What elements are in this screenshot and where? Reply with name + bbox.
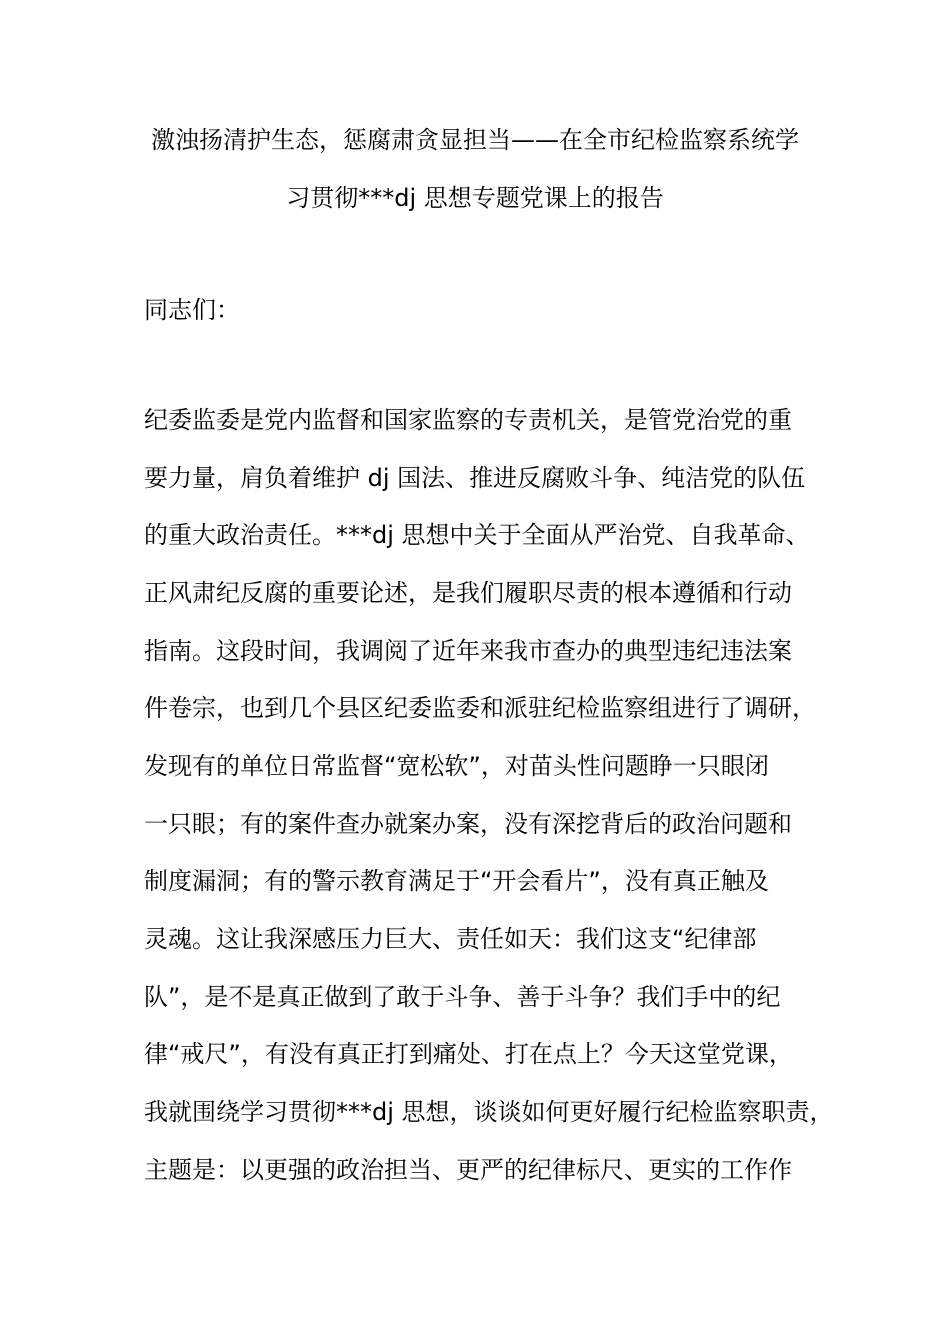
body-line: 件卷宗，也到几个县区纪委监委和派驻纪检监察组进行了调研，: [144, 694, 816, 722]
body-line: 纪委监委是党内监督和国家监察的专责机关，是管党治党的重: [144, 406, 792, 434]
body-line: 我就围绕学习贯彻***dj 思想，谈谈如何更好履行纪检监察职责，: [144, 1098, 834, 1126]
salutation: 同志们：: [144, 296, 240, 324]
body-line: 一只眼；有的案件查办就案办案，没有深挖背后的政治问题和: [144, 810, 792, 838]
body-line: 律“戒尺”，有没有真正打到痛处、打在点上？今天这堂党课，: [144, 1040, 793, 1068]
body-line: 正风肃纪反腐的重要论述，是我们履职尽责的根本遵循和行动: [144, 579, 792, 607]
title-line-1: 激浊扬清护生态，惩腐肃贪显担当——在全市纪检监察系统学: [151, 126, 799, 154]
body-line: 的重大政治责任。***dj 思想中关于全面从严治党、自我革命、: [144, 521, 810, 549]
body-line: 制度漏洞；有的警示教育满足于“开会看片”，没有真正触及: [144, 867, 769, 895]
body-line: 队”，是不是真正做到了敢于斗争、善于斗争？我们手中的纪: [144, 983, 781, 1011]
body-line: 灵魂。这让我深感压力巨大、责任如天：我们这支“纪律部: [144, 925, 757, 953]
body-line: 要力量，肩负着维护 dj 国法、推进反腐败斗争、纯洁党的队伍: [144, 464, 806, 492]
body-line: 指南。这段时间，我调阅了近年来我市查办的典型违纪违法案: [144, 637, 792, 665]
title-line-2: 习贯彻***dj 思想专题党课上的报告: [286, 184, 664, 212]
body-line: 主题是：以更强的政治担当、更严的纪律标尺、更实的工作作: [144, 1156, 792, 1184]
body-line: 发现有的单位日常监督“宽松软”，对苗头性问题睁一只眼闭: [144, 752, 769, 780]
